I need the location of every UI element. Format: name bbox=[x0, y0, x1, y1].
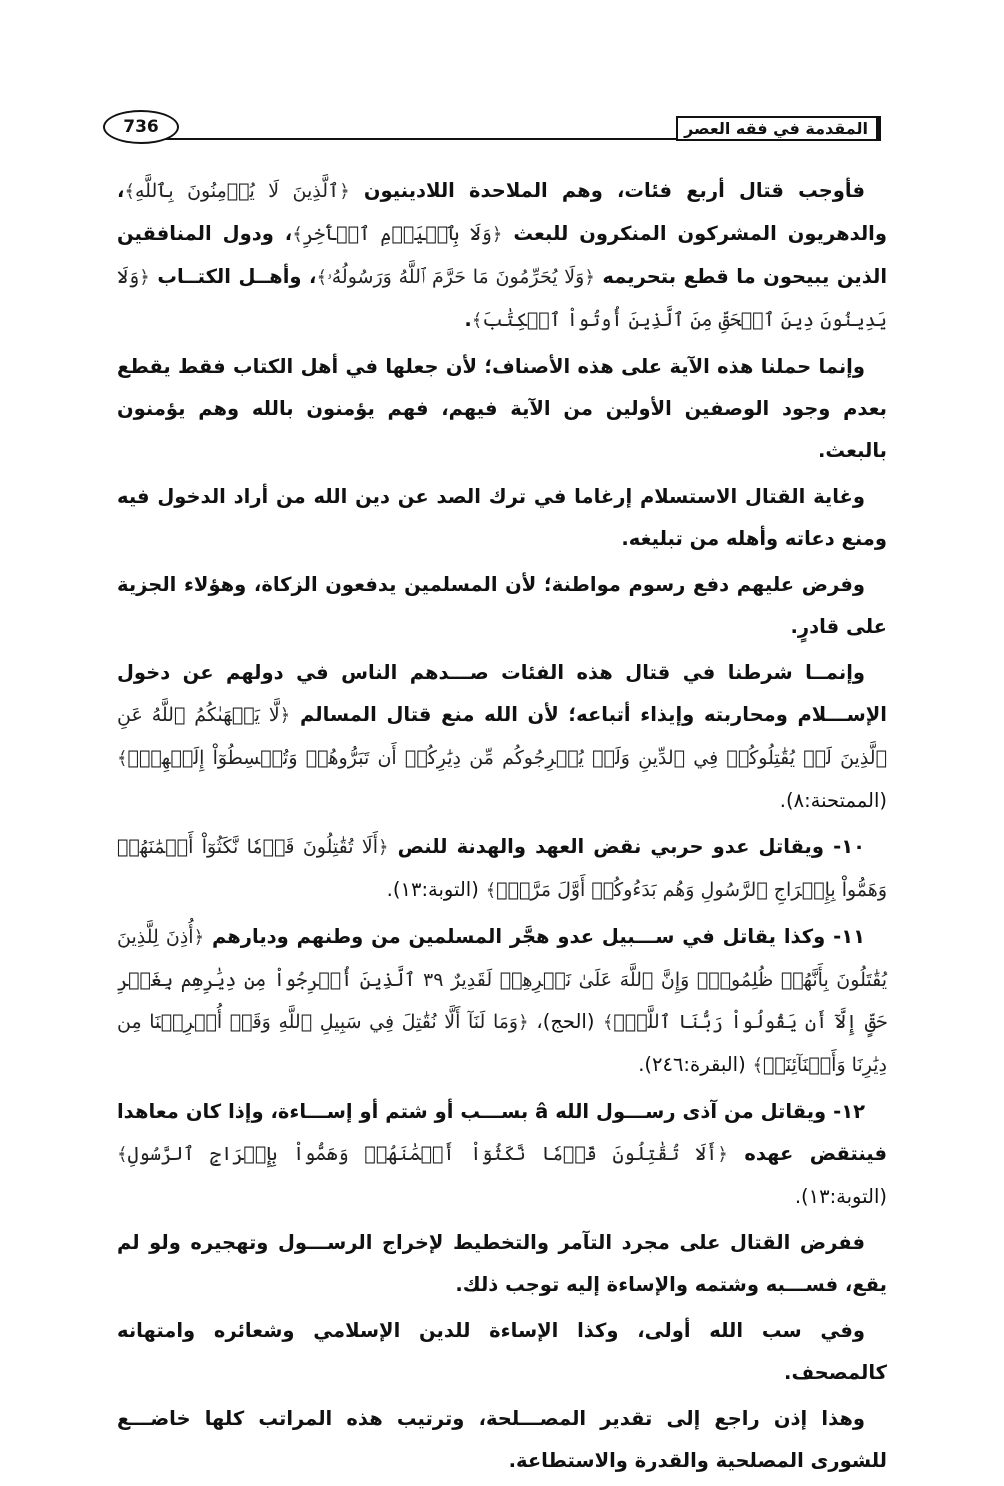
quran-bracket-close-icon: ﴾ bbox=[602, 1012, 614, 1033]
quran-bracket-open-icon: ﴿ bbox=[279, 705, 291, 726]
paragraph-4: وفرض عليهم دفع رسوم مواطنة؛ لأن المسلمين يدفعون الزكاة، وهؤلاء الجزية على قادرٍ. bbox=[117, 573, 887, 638]
book-title: المقدمة في فقه العصر bbox=[676, 116, 881, 141]
paragraph-3: وغاية القتال الاستسلام إرغاما في ترك الصد عن دين الله من أراد الدخول فيه ومنع دعاته وأهله من تبليغه. bbox=[117, 485, 887, 550]
quran-bracket-open-icon: ﴿ bbox=[193, 927, 205, 948]
verse-reference: (الحج)، bbox=[528, 1010, 595, 1033]
p6-text-a: ١٠- ويقاتل عدو حربي نقض العهد والهدنة للنص bbox=[397, 835, 865, 858]
p1-text-e: . bbox=[464, 308, 472, 331]
quran-bracket-open-icon: ﴿ bbox=[584, 267, 595, 288]
p1-text-a: فأوجب قتال أربع فئات، وهم الملاحدة اللادينيون bbox=[363, 179, 865, 202]
page-number: 736 bbox=[103, 110, 179, 144]
verse-reference: (البقرة:٢٤٦). bbox=[638, 1053, 746, 1076]
quran-verse-1: ٱلَّذِينَ لَا يُؤۡمِنُونَ بِٱللَّهِ bbox=[134, 180, 340, 202]
paragraph-11: وهذا إذن راجع إلى تقدير المصـــلحة، وترتيب هذه المراتب كلها خاضـــع للشورى المصلحية والقدرة والاستطاعة. bbox=[117, 1407, 887, 1472]
p8-text-b: بســـب أو شتم أو إســـاءة، وإذا كان معاهدا فينتقض عهده bbox=[117, 1100, 888, 1165]
paragraph-1 bbox=[117, 170, 887, 342]
quran-bracket-open-icon: ﴿ bbox=[491, 224, 503, 245]
paragraph-2: وإنما حملنا هذه الآية على هذه الأصناف؛ لأن جعلها في أهل الكتاب فقط يقطع بعدم وجود الوصفين الأولين من الآية فيهم، فهم يؤمنون بالله وهم يؤمنون بالبعث. bbox=[117, 355, 887, 462]
quran-verse-4: وَلَا يَدِينُونَ دِينَ ٱلۡحَقِّ مِنَ ٱلَّذِينَ أُوتُواْ ٱلۡكِتَٰبَ bbox=[117, 266, 887, 331]
quran-bracket-open-icon: ﴿ bbox=[139, 267, 150, 288]
paragraph-7 bbox=[117, 916, 887, 1087]
verse-reference: (التوبة:١٣). bbox=[794, 1185, 887, 1208]
page-body bbox=[117, 170, 887, 1486]
quran-bracket-close-icon: ﴾ bbox=[117, 1144, 128, 1165]
verse-reference: (التوبة:١٣). bbox=[386, 878, 479, 901]
paragraph-9: ففرض القتال على مجرد التآمر والتخطيط لإخراج الرســـول وتهجيره ولو لم يقع، فســـبه وشتمه والإساءة إليه توجب ذلك. bbox=[117, 1231, 887, 1296]
quran-verse-8: وَمَا لَنَآ أَلَّا نُقَٰتِلَ فِي سَبِيلِ ٱللَّهِ وَقَدۡ أُخۡرِجۡنَا مِن دِيَٰرِنَا وَأَبۡنَآئِنَاۖ bbox=[117, 1011, 887, 1076]
p7-text-a: ١١- وكذا يقاتل في ســـبيل عدو هجَّر المسلمين من وطنهم وديارهم bbox=[211, 925, 865, 948]
quran-verse-9: أَلَا تُقَٰتِلُونَ قَوۡمٗا نَّكَثُوٓاْ أَيۡمَٰنَهُمۡ وَهَمُّواْ بِإِخۡرَاجِ ٱلرَّسُولِ bbox=[127, 1143, 718, 1165]
quran-bracket-close-icon: ﴾ bbox=[117, 748, 128, 769]
p1-text-d: ، وأهــل الكتــاب bbox=[157, 265, 317, 288]
p1-text-b: ، والدهريون المشركون المنكرون للبعث bbox=[117, 179, 887, 245]
quran-bracket-open-icon: ﴿ bbox=[717, 1144, 728, 1165]
quran-bracket-close-icon: ﴾ bbox=[124, 181, 135, 202]
paragraph-10: وفي سب الله أولى، وكذا الإساءة للدين الإسلامي وشعائره وامتهانه كالمصحف. bbox=[117, 1319, 887, 1384]
quran-verse-3: وَلَا يُحَرِّمُونَ مَا حَرَّمَ ٱللَّهُ وَرَسُولُهُۥ bbox=[327, 266, 585, 288]
quran-bracket-close-icon: ﴾ bbox=[292, 224, 303, 245]
paragraph-6 bbox=[117, 826, 887, 912]
p5-text-a: وإنمــا شرطنا في قتال هذه الفئات صـــدهم الناس في دولهم عن دخول الإســـلام ومحاربته وإيذاء أتباعه؛ لأن الله منع قتال المسالم bbox=[117, 661, 887, 726]
quran-verse-7: أُذِنَ لِلَّذِينَ يُقَٰتَلُونَ بِأَنَّهُمۡ ظُلِمُواْۚ وَإِنَّ ٱللَّهَ عَلَىٰ نَصۡرِهِمۡ لَقَدِيرٌ ٣٩ ٱلَّذِينَ أُخۡرِجُواْ مِن دِيَٰرِهِم بِغَيۡرِ حَقٍّ إِلَّآ أَن يَقُولُواْ رَبُّنَا ٱللَّهُۗ bbox=[117, 926, 888, 1033]
quran-bracket-open-icon: ﴿ bbox=[518, 1012, 529, 1033]
page-header bbox=[118, 112, 881, 142]
quran-bracket-close-icon: ﴾ bbox=[471, 310, 483, 331]
quran-bracket-open-icon: ﴿ bbox=[339, 181, 350, 202]
quran-verse-2: وَلَا بِٱلۡيَوۡمِ ٱلۡأٓخِرِ bbox=[302, 223, 492, 245]
quran-bracket-open-icon: ﴿ bbox=[378, 837, 389, 858]
honorific-mark: â bbox=[535, 1100, 549, 1123]
p8-text-a: ١٢- ويقاتل من آذى رســـول الله bbox=[555, 1100, 865, 1123]
quran-bracket-close-icon: ﴾ bbox=[752, 1055, 764, 1076]
quran-verse-5: لَّا يَنۡهَىٰكُمُ ٱللَّهُ عَنِ ٱلَّذِينَ لَمۡ يُقَٰتِلُوكُمۡ فِي ٱلدِّينِ وَلَمۡ يُخۡرِجُوكُم مِّن دِيَٰرِكُمۡ أَن تَبَرُّوهُمۡ وَتُقۡسِطُوٓاْ إِلَيۡهِمۡۚ bbox=[117, 704, 887, 769]
verse-reference: (الممتحنة:٨). bbox=[779, 789, 887, 812]
quran-bracket-close-icon: ﴾ bbox=[485, 880, 497, 901]
p1-text-c: ، ودول المنافقين الذين يبيحون ما قطع بتحريمه bbox=[117, 222, 888, 288]
quran-verse-6: أَلَا تُقَٰتِلُونَ قَوۡمٗا نَّكَثُوٓاْ أَيۡمَٰنَهُمۡ وَهَمُّواْ بِإِخۡرَاجِ ٱلرَّسُولِ وَهُم بَدَءُوكُمۡ أَوَّلَ مَرَّةٍۚ bbox=[117, 836, 887, 901]
paragraph-5 bbox=[117, 652, 887, 822]
paragraph-8 bbox=[117, 1091, 887, 1218]
quran-bracket-close-icon: ﴾ bbox=[316, 267, 327, 288]
